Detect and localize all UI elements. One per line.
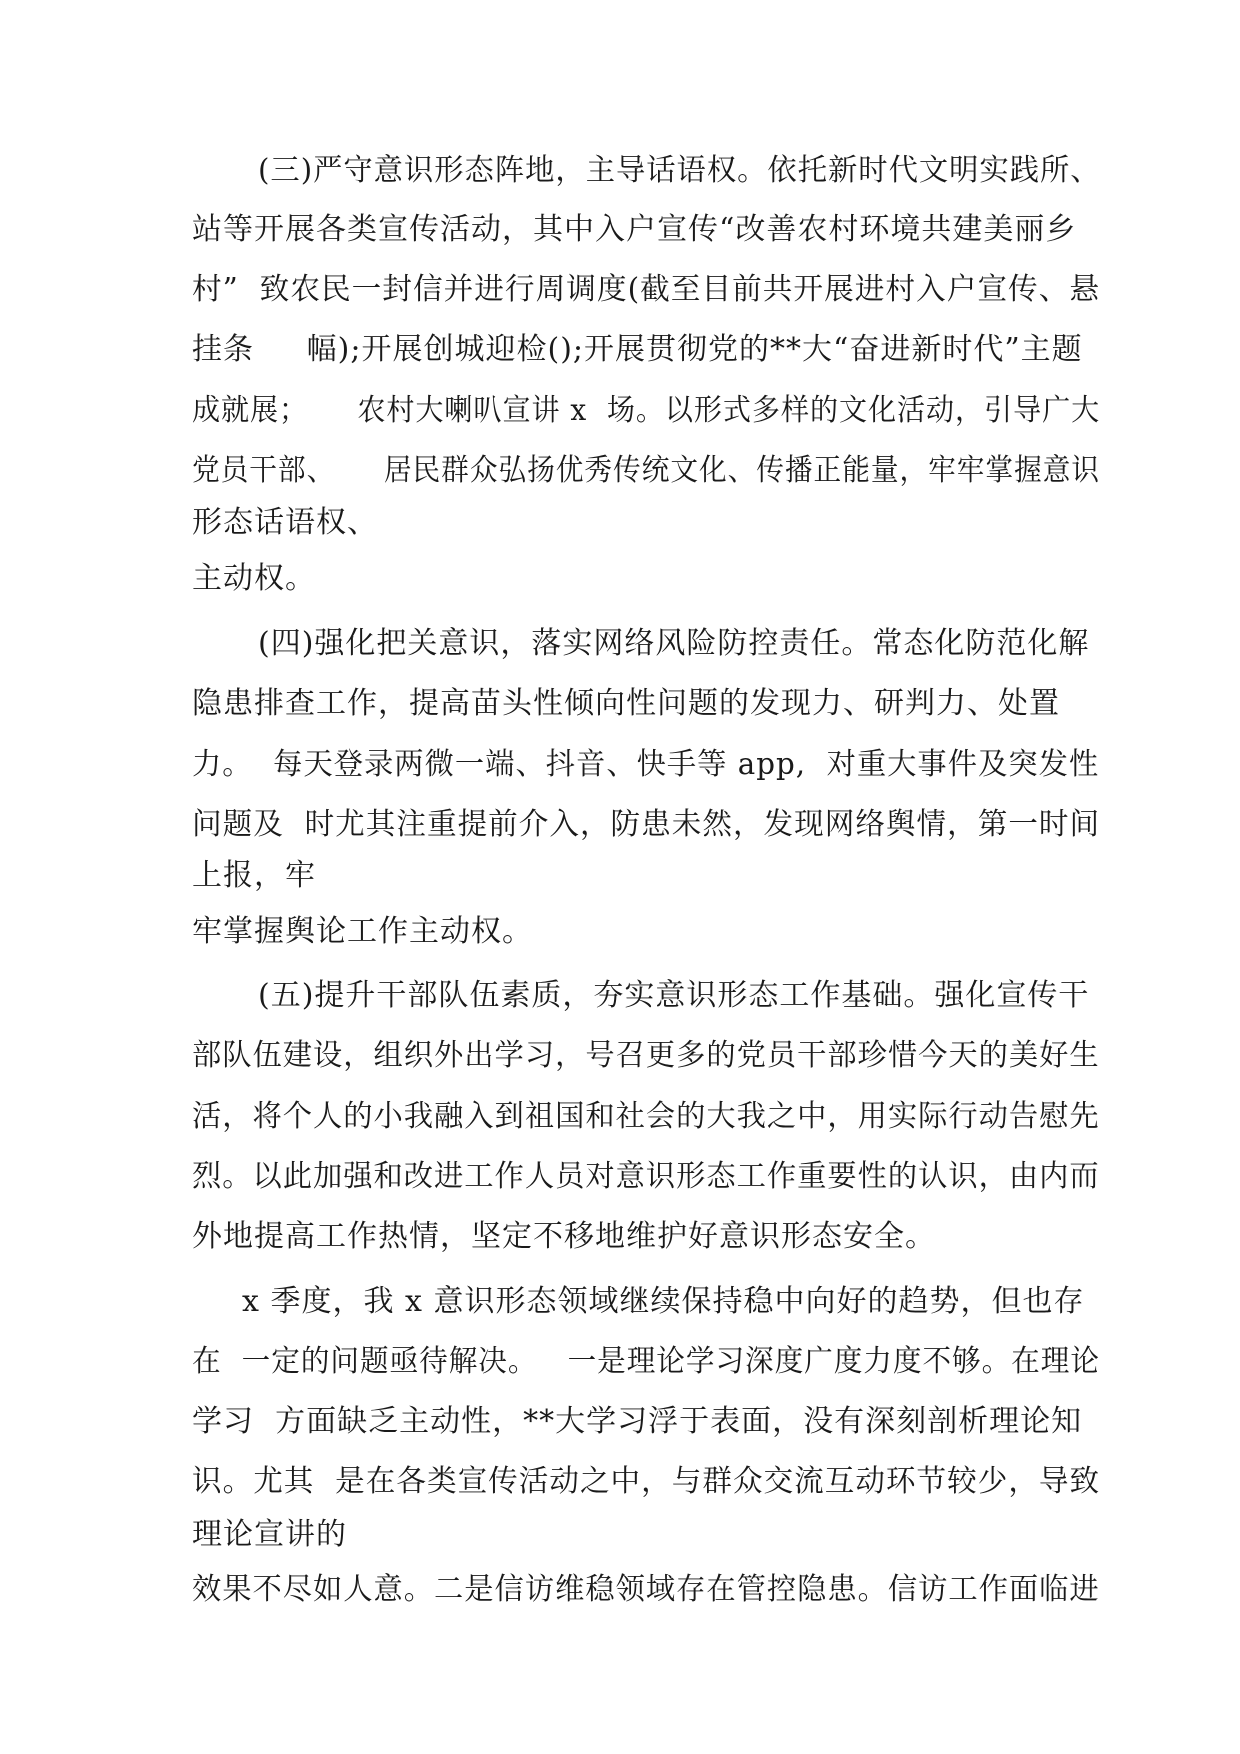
text-line: (三)严守意识形态阵地，主导话语权。依托新时代文明实践所、 <box>258 153 1101 188</box>
text-line: 效果不尽如人意。二是信访维稳领域存在管控隐患。信访工作面临进 <box>192 1572 1100 1607</box>
text-line: 部队伍建设，组织外出学习，号召更多的党员干部珍惜今天的美好生 <box>192 1038 1100 1073</box>
text-line: 党员干部、 居民群众弘扬优秀传统文化、传播正能量，牢牢掌握意识 <box>192 453 1101 488</box>
text-line: (五)提升干部队伍素质，夯实意识形态工作基础。强化宣传干 <box>258 978 1090 1013</box>
text-line: 活，将个人的小我融入到祖国和社会的大我之中，用实际行动告慰先 <box>192 1099 1100 1134</box>
text-line: 形态话语权、 <box>192 505 378 540</box>
text-line: 主动权。 <box>192 561 316 596</box>
text-line: 学习 方面缺乏主动性，**大学习浮于表面，没有深刻剖析理论知 <box>192 1404 1083 1439</box>
text-line: 理论宣讲的 <box>192 1517 347 1552</box>
text-line: 问题及 时尤其注重提前介入，防患未然，发现网络舆情，第一时间 <box>192 807 1101 842</box>
text-line: 挂条 幅);开展创城迎检();开展贯彻党的**大“奋进新时代”主题 <box>192 332 1083 367</box>
text-line: x 季度，我 x 意识形态领域继续保持稳中向好的趋势，但也存 <box>242 1284 1085 1319</box>
text-line: 在 一定的问题亟待解决。 一是理论学习深度广度力度不够。在理论 <box>192 1344 1100 1379</box>
text-line: 站等开展各类宣传活动，其中入户宣传“改善农村环境共建美丽乡 <box>192 212 1077 247</box>
text-line: 村” 致农民一封信并进行周调度(截至目前共开展进村入户宣传、悬 <box>192 272 1101 307</box>
text-line: 烈。以此加强和改进工作人员对意识形态工作重要性的认识，由内而 <box>192 1159 1100 1194</box>
text-line: 上报，牢 <box>192 858 316 893</box>
text-line: 外地提高工作热情，坚定不移地维护好意识形态安全。 <box>192 1219 936 1254</box>
text-line: 成就展； 农村大喇叭宣讲 x 场。以形式多样的文化活动，引导广大 <box>192 393 1101 428</box>
text-line: 隐患排查工作，提高苗头性倾向性问题的发现力、研判力、处置 <box>192 686 1060 721</box>
text-line: 识。尤其 是在各类宣传活动之中，与群众交流互动环节较少，导致 <box>192 1464 1101 1499</box>
text-line: 牢掌握舆论工作主动权。 <box>192 914 533 949</box>
text-line: (四)强化把关意识，落实网络风险防控责任。常态化防范化解 <box>258 626 1090 661</box>
text-line: 力。 每天登录两微一端、抖音、快手等 app, 对重大事件及突发性 <box>192 747 1100 782</box>
